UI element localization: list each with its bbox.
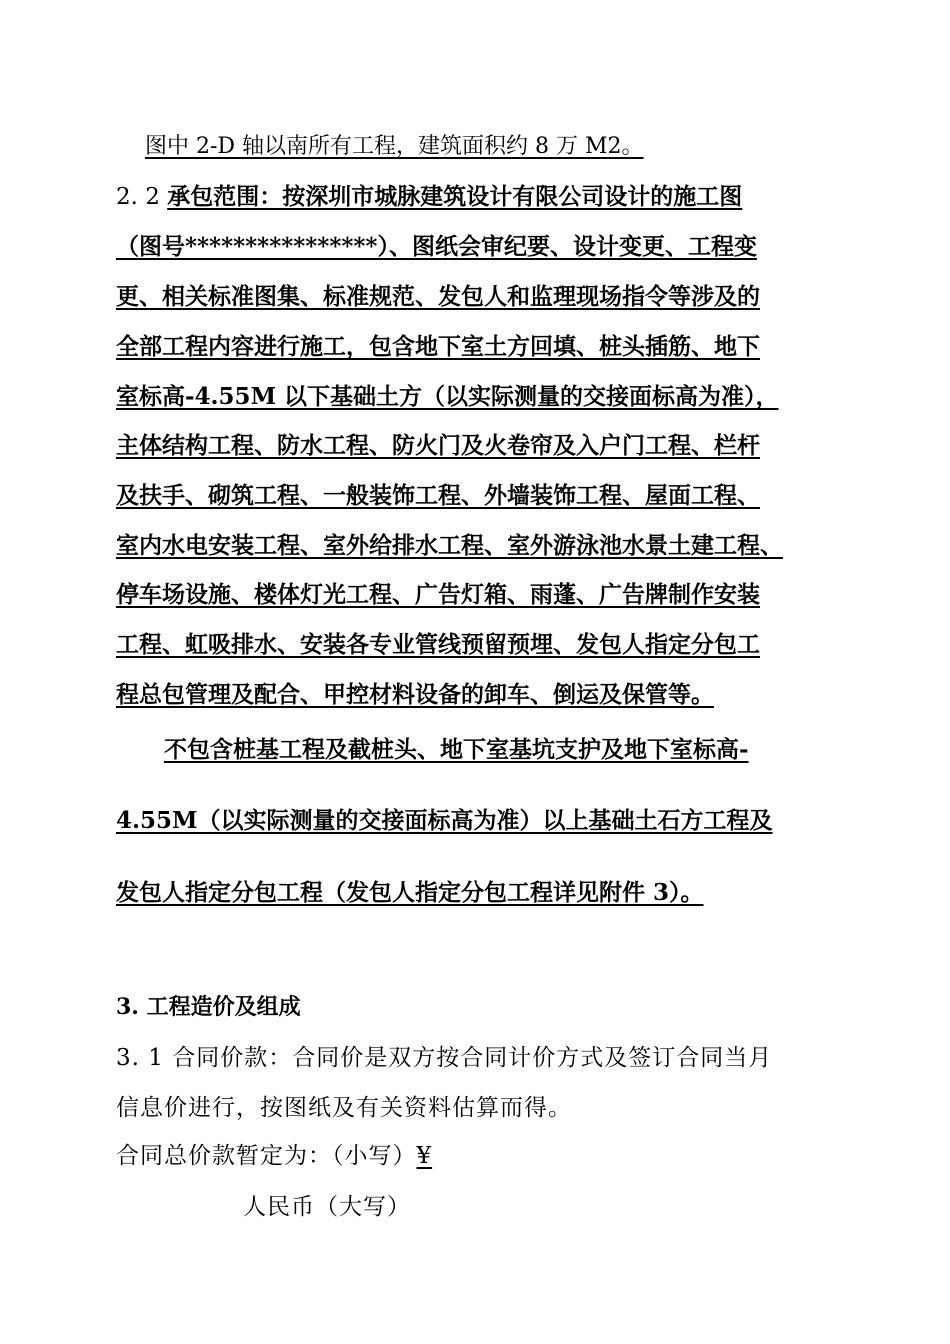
rmb-uppercase-label: 人民币（大写） <box>243 1194 411 1220</box>
clause-2-2-line-5: 室标高-4.55M 以下基础土方（以实际测量的交接面标高为准）， <box>116 383 779 410</box>
clause-2-2-line-3: 更、相关标准图集、标准规范、发包人和监理现场指令等涉及的 <box>116 283 760 310</box>
clause-2-2-line-8: 室内水电安装工程、室外给排水工程、室外游泳池水景土建工程、 <box>116 532 783 559</box>
exclusion-line-3: 发包人指定分包工程（发包人指定分包工程详见附件 3）。 <box>116 879 704 906</box>
clause-2-2-line-10: 工程、虹吸排水、安装各专业管线预留预埋、发包人指定分包工 <box>116 631 760 658</box>
clause-3-1-line-1: 3. 1 合同价款：合同价是双方按合同计价方式及签订合同当月 <box>116 1045 773 1071</box>
exclusion-line-2: 4.55M（以实际测量的交接面标高为准）以上基础土石方工程及 <box>116 807 773 834</box>
clause-2-2-line-2: （图号****************）、图纸会审纪要、设计变更、工程变 <box>116 233 757 260</box>
clause-3-1-line-2: 信息价进行，按图纸及有关资料估算而得。 <box>116 1095 572 1121</box>
total-price-label: 合同总价款暂定为：（小写） <box>116 1143 417 1169</box>
total-price-currency: ¥ <box>416 1143 433 1169</box>
clause-2-2-line-7: 及扶手、砌筑工程、一般装饰工程、外墙装饰工程、屋面工程、 <box>116 482 760 509</box>
clause-2-2-number: 2. 2 <box>116 184 160 210</box>
clause-2-2-line-11: 程总包管理及配合、甲控材料设备的卸车、倒运及保管等。 <box>116 681 714 708</box>
clause-2-2-first-line <box>116 182 742 212</box>
clause-2-2-line-1: 承包范围：按深圳市城脉建筑设计有限公司设计的施工图 <box>167 183 743 210</box>
clause-2-2-line-9: 停车场设施、楼体灯光工程、广告灯箱、雨蓬、广告牌制作安装 <box>116 581 760 608</box>
exclusion-line-1: 不包含桩基工程及截桩头、地下室基坑支护及地下室标高- <box>164 736 749 763</box>
clause-2-2-line-4: 全部工程内容进行施工，包含地下室土方回填、桩头插筋、地下 <box>116 333 760 360</box>
section-3-heading: 3. 工程造价及组成 <box>116 994 301 1020</box>
total-price-line <box>116 1141 432 1171</box>
intro-line: 图中 2-D 轴以南所有工程，建筑面积约 8 万 M2。 <box>145 134 644 159</box>
clause-2-2-line-6: 主体结构工程、防水工程、防火门及火卷帘及入户门工程、栏杆 <box>116 432 760 459</box>
